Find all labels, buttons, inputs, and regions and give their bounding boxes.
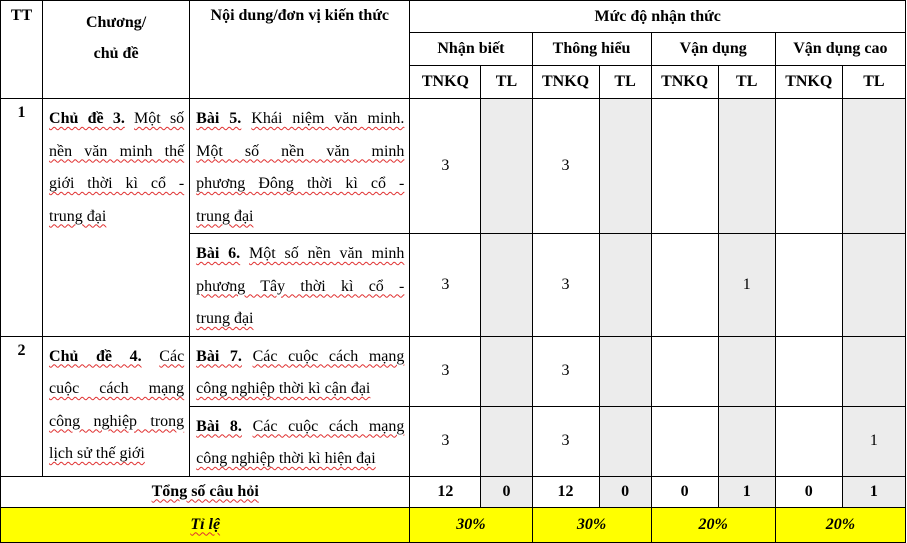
value-cell [718,406,775,476]
header-chapter [43,1,190,99]
level-high-application: Vận dụng cao [775,33,905,66]
ratio-label [1,507,410,542]
cell-line: phương Tây thời kì cổ - [196,277,405,295]
cell-line: lịch sử thế giới [49,445,145,462]
value-cell [651,406,718,476]
sub-tl: TL [718,66,775,99]
total-value: 0 [481,476,532,507]
ratio-value: 20% [651,507,775,542]
value-cell [651,99,718,234]
value-cell [842,99,905,234]
header-chapter-line1: Chương/ [85,14,147,31]
ratio-label-text: Tỉ lệ [190,515,221,533]
value-cell [718,99,775,234]
cell-line: Bài 5. Khái niệm văn minh. [196,110,405,127]
value-cell [651,336,718,406]
lesson-cell [190,234,410,337]
value-cell [775,406,842,476]
value-cell [775,234,842,337]
cell-line: phương Đông thời kì cổ - [196,175,405,192]
header-level: Mức độ nhận thức [410,1,906,33]
cell-line: Chủ đề 4. Các [49,347,185,365]
value-cell: 3 [410,336,481,406]
total-value: 0 [599,476,651,507]
value-cell: 3 [532,406,599,476]
header-chapter-line2: chủ đề [93,45,139,62]
cell-line: công nghiệp thời kì cận đại [196,380,371,397]
cell-line: trung đại [196,207,254,225]
sub-tl: TL [599,66,651,99]
sub-tl: TL [481,66,532,99]
value-cell: 1 [842,406,905,476]
sub-tl: TL [842,66,905,99]
cell-line: giới thời kì cổ - [49,175,185,192]
value-cell: 3 [532,234,599,337]
cell-line: công nghiệp trong [49,412,185,430]
total-value: 0 [651,476,718,507]
total-value: 12 [532,476,599,507]
topic-number: 1 [1,99,43,337]
total-label-text: Tổng số câu hỏi [151,482,259,500]
sub-tnkq: TNKQ [410,66,481,99]
level-recognition: Nhận biết [410,33,532,66]
lesson-text [190,234,409,336]
total-value: 12 [410,476,481,507]
level-understanding: Thông hiểu [532,33,651,66]
value-cell [842,336,905,406]
total-label [1,476,410,507]
lesson-text [190,407,409,476]
value-cell [599,406,651,476]
total-value: 0 [775,476,842,507]
value-cell [481,99,532,234]
sub-tnkq: TNKQ [775,66,842,99]
lesson-text [190,99,409,233]
lesson-cell [190,99,410,234]
lesson-cell [190,406,410,476]
cell-line: trung đại [49,207,107,225]
lesson-text [190,337,409,406]
lesson-cell [190,336,410,406]
value-cell [718,336,775,406]
header-tt: TT [1,1,43,99]
cell-line: công nghiệp thời kì hiện đại [196,450,376,467]
ratio-value: 30% [410,507,532,542]
cell-line: Bài 6. Một số nền văn minh [196,245,405,262]
ratio-value: 30% [532,507,651,542]
value-cell: 3 [410,406,481,476]
topic-text [43,337,189,471]
header-content: Nội dung/đơn vị kiến thức [190,1,410,99]
value-cell: 3 [532,336,599,406]
cell-line: trung đại [196,310,254,327]
cell-line: Một số nền văn minh [196,142,405,160]
ratio-value: 20% [775,507,905,542]
value-cell [775,336,842,406]
value-cell [599,336,651,406]
value-cell [651,234,718,337]
topic-text [43,99,189,233]
total-value: 1 [842,476,905,507]
value-cell: 3 [532,99,599,234]
topic-cell [43,99,190,337]
sub-tnkq: TNKQ [532,66,599,99]
cell-line: Bài 7. Các cuộc cách mạng [196,347,405,365]
total-value: 1 [718,476,775,507]
topic-number: 2 [1,336,43,476]
cell-line: Chủ đề 3. Một số [49,110,185,127]
value-cell [481,336,532,406]
sub-tnkq: TNKQ [651,66,718,99]
value-cell [481,234,532,337]
value-cell: 3 [410,234,481,337]
value-cell [599,99,651,234]
value-cell [775,99,842,234]
value-cell [599,234,651,337]
cell-line: nền văn minh thế [49,142,185,160]
cell-line: Bài 8. Các cuộc cách mạng [196,417,405,435]
value-cell [481,406,532,476]
value-cell [842,234,905,337]
cell-line: cuộc cách mạng [49,380,185,397]
value-cell: 1 [718,234,775,337]
topic-cell [43,336,190,476]
value-cell: 3 [410,99,481,234]
level-application: Vận dụng [651,33,775,66]
